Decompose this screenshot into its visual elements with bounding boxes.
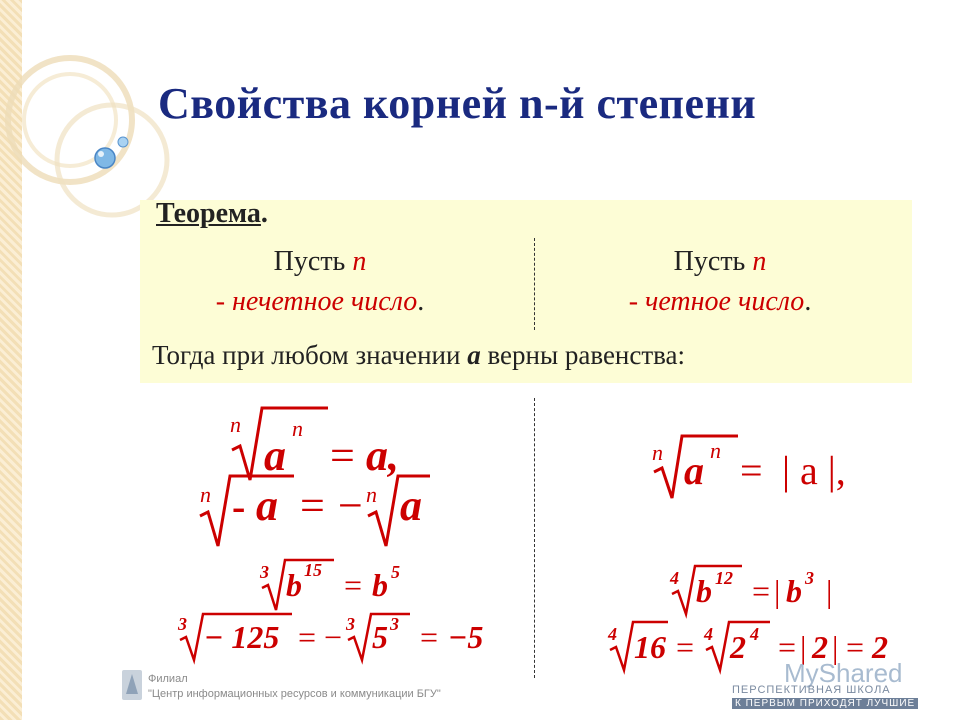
svg-text:5: 5: [391, 562, 400, 582]
svg-text:n: n: [710, 438, 721, 463]
condition-even-desc: - четное число: [628, 286, 805, 317]
svg-text:a: a: [400, 481, 422, 530]
page-title: Свойства корней n-й степени: [158, 79, 757, 128]
svg-text:a: a: [256, 481, 278, 530]
svg-text:− 125: − 125: [204, 619, 280, 655]
svg-text:|: |: [774, 573, 781, 609]
formula-example-even-1: [669, 566, 832, 614]
svg-text:a,: a,: [366, 431, 399, 480]
svg-text:n: n: [200, 482, 211, 507]
svg-text:=: =: [740, 448, 763, 493]
svg-text:|: |: [826, 573, 833, 609]
svg-text:3: 3: [346, 614, 355, 634]
svg-text:16: 16: [634, 629, 666, 665]
conclusion-prefix: Тогда при любом значении: [152, 340, 461, 370]
condition-even-var: n: [752, 246, 767, 277]
svg-text:-: -: [232, 484, 246, 529]
svg-text:=: =: [344, 567, 363, 603]
svg-text:−: −: [338, 481, 363, 530]
condition-even-text: Пусть: [673, 246, 746, 277]
conclusion-var: a: [467, 340, 481, 370]
university-logo-icon: [120, 668, 144, 702]
svg-text:a: a: [264, 431, 286, 480]
school-logo-text: [732, 684, 918, 710]
svg-text:| a |,: | a |,: [782, 448, 846, 493]
svg-text:=: =: [298, 619, 317, 655]
svg-text:4: 4: [608, 624, 617, 644]
svg-text:n: n: [366, 482, 377, 507]
watermark: MyShared: [784, 658, 903, 688]
svg-text:=: =: [778, 629, 797, 665]
condition-even-line2: - четное число.: [628, 286, 812, 317]
svg-text:=: =: [300, 481, 325, 530]
svg-text:|: |: [832, 629, 839, 665]
svg-text:3: 3: [390, 614, 399, 634]
svg-text:3: 3: [805, 568, 814, 588]
svg-text:a: a: [684, 448, 704, 493]
theorem-dot: .: [260, 198, 268, 229]
formula-example-odd-2: [177, 614, 483, 660]
svg-text:=: =: [846, 629, 865, 665]
footer-org-line1: Филиал: [148, 673, 188, 685]
svg-text:3: 3: [178, 614, 187, 634]
school-line1: ПЕРСПЕКТИВНАЯ ШКОЛА: [732, 684, 891, 696]
svg-text:=: =: [752, 573, 771, 609]
formula-odd-2: [200, 476, 430, 546]
svg-text:−5: −5: [448, 619, 484, 655]
svg-text:=: =: [330, 431, 355, 480]
school-line2: К ПЕРВЫМ ПРИХОДЯТ ЛУЧШИЕ: [732, 698, 918, 709]
svg-text:2: 2: [872, 629, 888, 665]
footer-org-line2: "Центр информационных ресурсов и коммуникации БГУ": [148, 688, 441, 700]
formula-odd-1: [230, 408, 399, 480]
svg-text:4: 4: [704, 624, 713, 644]
svg-text:n: n: [292, 416, 303, 441]
svg-text:=: =: [420, 619, 439, 655]
footer-organization: [148, 672, 441, 702]
svg-text:2: 2: [812, 629, 828, 665]
svg-text:3: 3: [260, 562, 269, 582]
svg-text:b: b: [286, 567, 302, 603]
conclusion-suffix: верны равенства:: [487, 340, 686, 370]
svg-text:15: 15: [304, 560, 322, 580]
svg-text:|: |: [800, 629, 807, 665]
condition-odd-line2: - нечетное число.: [215, 286, 425, 317]
formula-even-1: [652, 436, 846, 498]
svg-text:b: b: [786, 573, 802, 609]
svg-text:b: b: [372, 567, 388, 603]
svg-text:b: b: [696, 573, 712, 609]
svg-text:=: =: [676, 629, 695, 665]
svg-text:2: 2: [730, 629, 746, 665]
svg-text:n: n: [652, 440, 663, 465]
condition-odd-text: Пусть: [273, 246, 346, 277]
theorem-label: Теорема: [156, 198, 261, 229]
condition-odd-var: n: [352, 246, 367, 277]
svg-text:4: 4: [670, 568, 679, 588]
formula-example-odd-1: [259, 560, 400, 610]
condition-odd-desc: - нечетное число: [215, 286, 418, 317]
svg-text:4: 4: [750, 624, 759, 644]
svg-text:−: −: [324, 619, 343, 655]
svg-text:12: 12: [715, 568, 733, 588]
svg-text:n: n: [230, 412, 241, 437]
svg-text:5: 5: [372, 619, 388, 655]
